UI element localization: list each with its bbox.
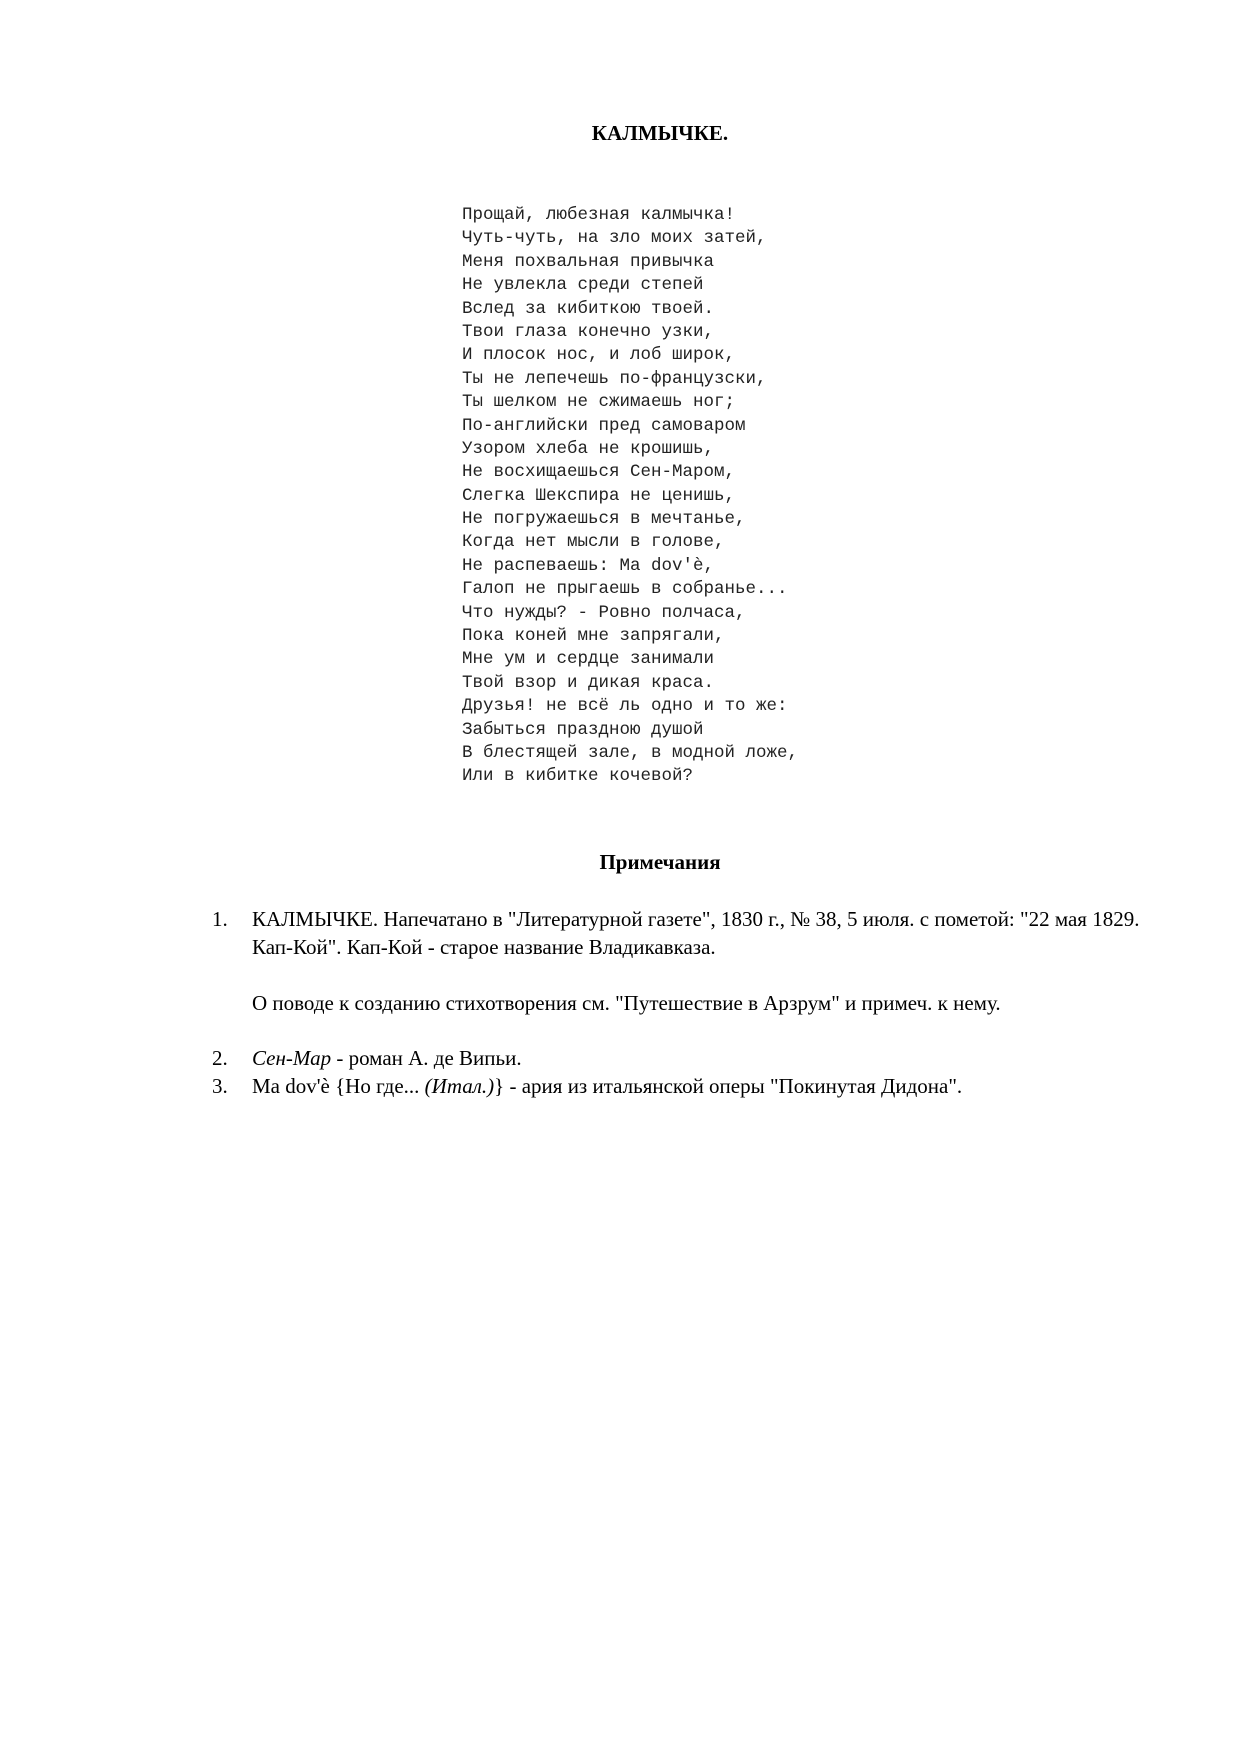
poem-line: Твой взор и дикая краса. [462,672,715,693]
poem-line: Забыться праздною душой [462,719,704,740]
note-italic-term: (Итал.) [424,1074,495,1098]
poem-title: КАЛМЫЧКЕ. [591,121,729,145]
poem-line: Вслед за кибиткою твоей. [462,298,715,319]
note-text: } - ария из итальянской оперы "Покинутая Дидона". [494,1074,963,1098]
poem-line: Твои глаза конечно узки, [462,321,715,342]
poem-line: Меня похвальная привычка [462,251,715,272]
note-number: 3. [212,1074,228,1098]
notes-list [212,905,1172,1100]
poem-line: По-английски пред самоваром [462,415,746,436]
note-item [212,905,1172,1017]
poem-line: Ты не лепечешь по-французски, [462,368,767,389]
poem-line: Не восхищаешься Сен-Маром, [462,462,736,483]
note-item [212,1044,1172,1072]
poem-body [462,204,798,789]
poem-line: В блестящей зале, в модной ложе, [462,742,799,763]
note-number: 1. [212,907,228,931]
poem-line: И плосок нос, и лоб широк, [462,345,736,366]
poem-line: Прощай, любезная калмычка! [462,205,736,225]
poem-line: Узором хлеба не крошишь, [462,438,715,459]
poem-line: Ты шелком не сжимаешь ног; [462,392,736,413]
poem-line: Галоп не прыгаешь в собранье... [462,579,788,600]
poem-line: Когда нет мысли в голове, [462,532,725,553]
note-text-continued: О поводе к созданию стихотворения см. "Путешествие в Арзрум" и примеч. к нему. [252,991,1001,1015]
note-text: Ma dov'è {Но где... [252,1074,425,1098]
poem-line: Пока коней мне запрягали, [462,626,725,647]
poem-line: Что нужды? - Ровно полчаса, [462,602,746,623]
note-text: КАЛМЫЧКЕ. Напечатано в "Литературной газете", 1830 г., № 38, 5 июля. с пометой: "22 мая 1829. Кап-Кой". Кап-Кой - старое название Владикавказа. [252,907,1140,959]
poem-line: Слегка Шекспира не ценишь, [462,485,736,506]
notes-heading: Примечания [599,850,721,874]
note-number: 2. [212,1046,228,1070]
poem-line: Не распеваешь: Ma dov'è, [462,555,715,576]
note-text: - роман А. де Випьи. [331,1046,522,1070]
poem-line: Чуть-чуть, на зло моих затей, [462,228,767,249]
poem-line: Не увлекла среди степей [462,275,704,296]
note-item [212,1072,1172,1100]
poem-line: Или в кибитке кочевой? [462,766,694,787]
poem-line: Не погружаешься в мечтанье, [462,509,746,530]
poem-line: Друзья! не всё ль одно и то же: [462,696,788,717]
note-italic-term: Сен-Мар [252,1046,332,1070]
poem-line: Мне ум и сердце занимали [462,649,715,670]
